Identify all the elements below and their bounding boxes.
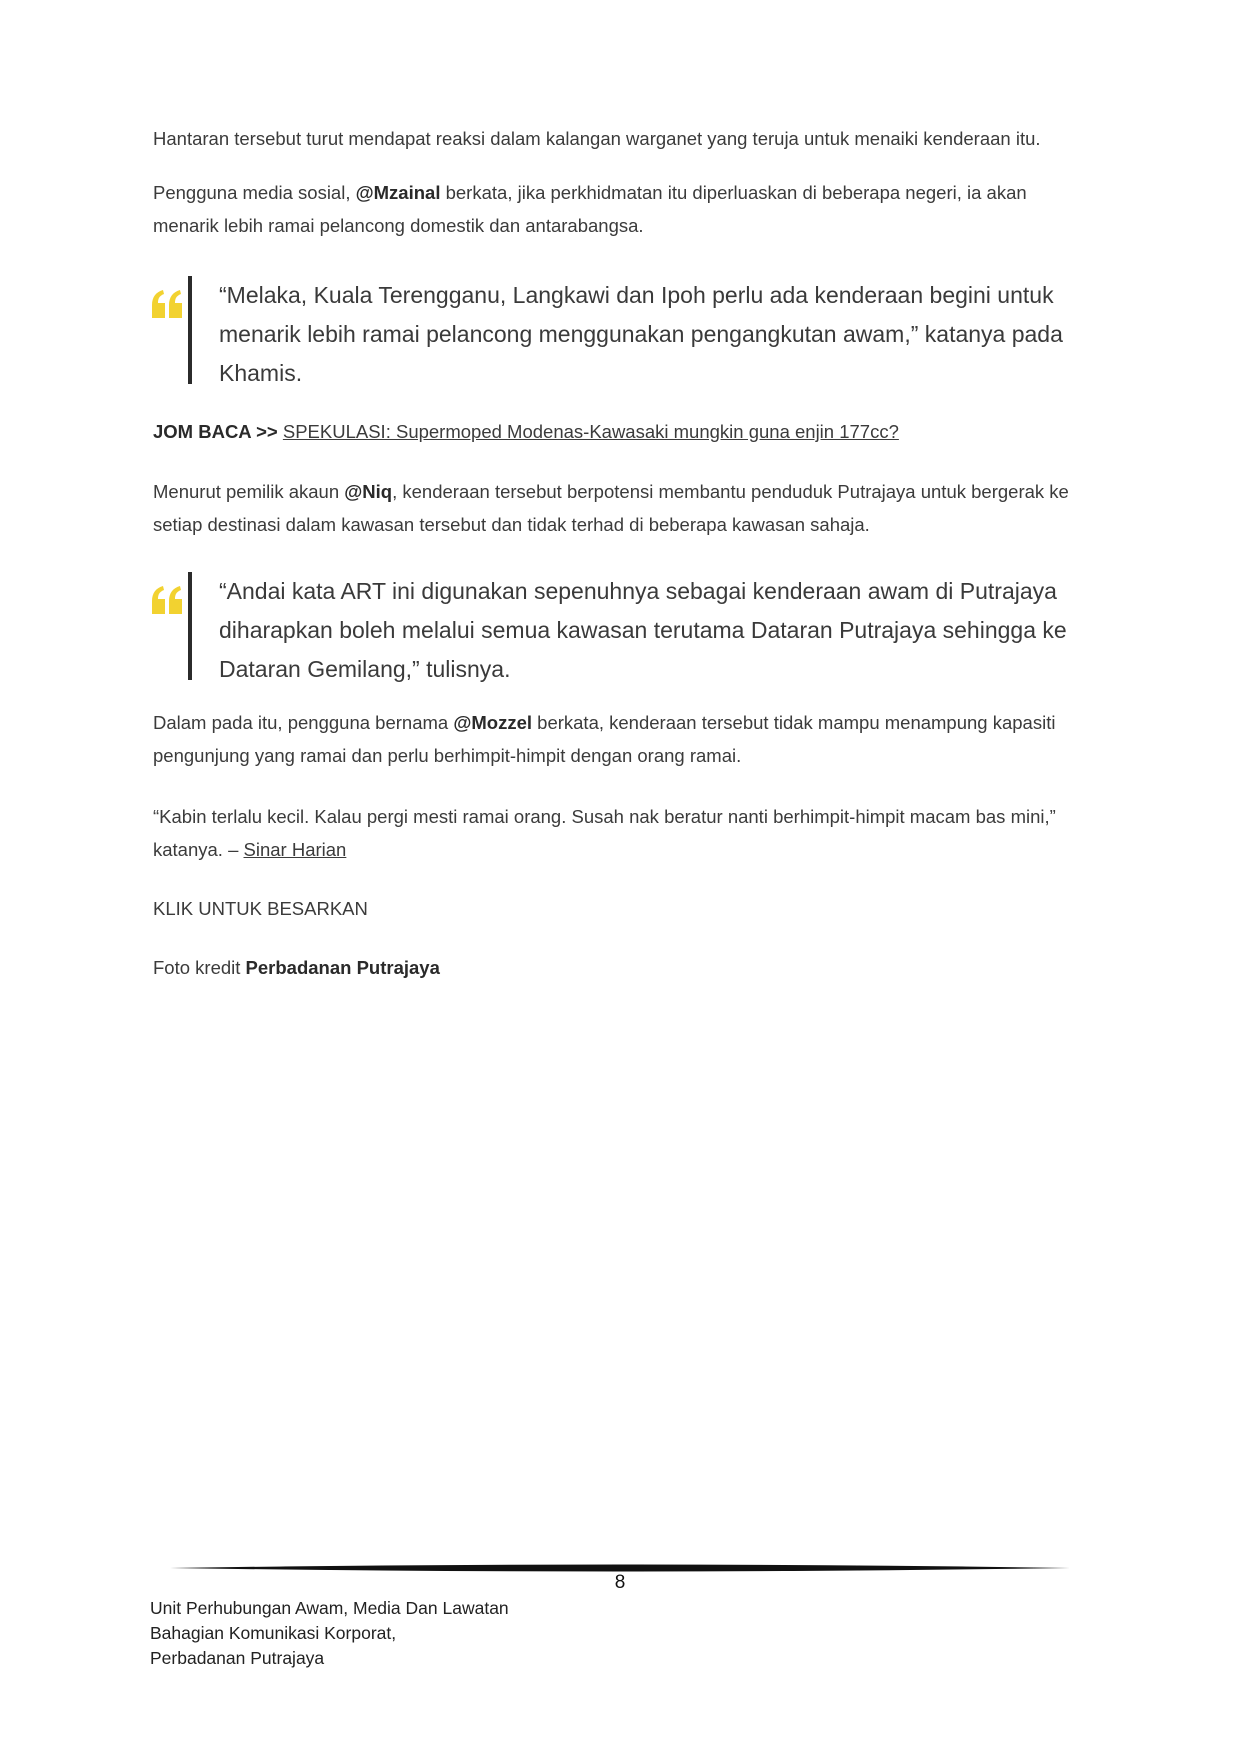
paragraph-reaction: Hantaran tersebut turut mendapat reaksi dalam kalangan warganet yang teruja untuk menaiki kenderaan itu. xyxy=(153,128,1041,149)
jom-baca-label: JOM BACA >> xyxy=(153,421,278,442)
photo-credit-name: Perbadanan Putrajaya xyxy=(245,957,440,978)
paragraph-mzainal xyxy=(153,176,1093,242)
paragraph-text: Menurut pemilik akaun xyxy=(153,481,345,502)
page-number: 8 xyxy=(614,1572,626,1593)
paragraph-text: berkata, kenderaan tersebut tidak mampu menampung kapasiti pengunjung yang ramai dan perlu berhimpit-himpit dengan orang ramai. xyxy=(153,712,1056,766)
photo-credit-label: Foto kredit xyxy=(153,957,246,978)
footer-line-unit: Unit Perhubungan Awam, Media Dan Lawatan xyxy=(150,1598,509,1618)
paragraph-text: “Kabin terlalu kecil. Kalau pergi mesti ramai orang. Susah nak beratur nanti berhimpit-himpit macam bas mini,” katanya. – xyxy=(153,806,1056,860)
paragraph-niq xyxy=(153,475,1093,541)
photo-credit xyxy=(153,951,1093,984)
source-link-sinar-harian[interactable]: Sinar Harian xyxy=(243,839,347,860)
double-quote-icon xyxy=(150,586,184,614)
footer-line-bahagian: Bahagian Komunikasi Korporat, xyxy=(150,1623,397,1643)
jom-baca-line xyxy=(153,415,1093,448)
quote-text: “Andai kata ART ini digunakan sepenuhnya sebagai kenderaan awam di Putrajaya diharapkan boleh melalui semua kawasan terutama Dataran Putrajaya sehingga ke Dataran Gemilang,” tulisnya. xyxy=(219,578,1067,682)
paragraph-text: Dalam pada itu, pengguna bernama xyxy=(153,712,454,733)
paragraph-text: berkata, jika perkhidmatan itu diperluaskan di beberapa negeri, ia akan menarik lebih ramai pelancong domestik dan antarabangsa. xyxy=(153,182,1027,236)
related-article-link[interactable]: SPEKULASI: Supermoped Modenas-Kawasaki mungkin guna enjin 177cc? xyxy=(282,421,899,442)
blockquote-2 xyxy=(150,572,1095,680)
footer-line-organisation: Perbadanan Putrajaya xyxy=(150,1648,325,1668)
double-quote-icon xyxy=(150,290,184,318)
quote-text: “Melaka, Kuala Terengganu, Langkawi dan Ipoh perlu ada kenderaan begini untuk menarik lebih ramai pelancong menggunakan pengangkutan awam,” katanya pada Khamis. xyxy=(219,282,1063,386)
paragraph-kabin-quote xyxy=(153,800,1093,866)
user-handle-mozzel: @Mozzel xyxy=(453,712,533,733)
blockquote-1 xyxy=(150,276,1095,384)
user-handle-niq: @Niq xyxy=(344,481,393,502)
quote-bar xyxy=(188,572,192,680)
footer-address xyxy=(150,1596,509,1671)
quote-bar xyxy=(188,276,192,384)
click-to-enlarge-text: KLIK UNTUK BESARKAN xyxy=(153,898,368,919)
paragraph-mozzel xyxy=(153,706,1093,772)
paragraph-text: , kenderaan tersebut berpotensi membantu penduduk Putrajaya untuk bergerak ke setiap destinasi dalam kawasan tersebut dan tidak terhad di beberapa kawasan sahaja. xyxy=(153,481,1069,535)
paragraph-text: Pengguna media sosial, xyxy=(153,182,356,203)
user-handle-mzainal: @Mzainal xyxy=(355,182,441,203)
